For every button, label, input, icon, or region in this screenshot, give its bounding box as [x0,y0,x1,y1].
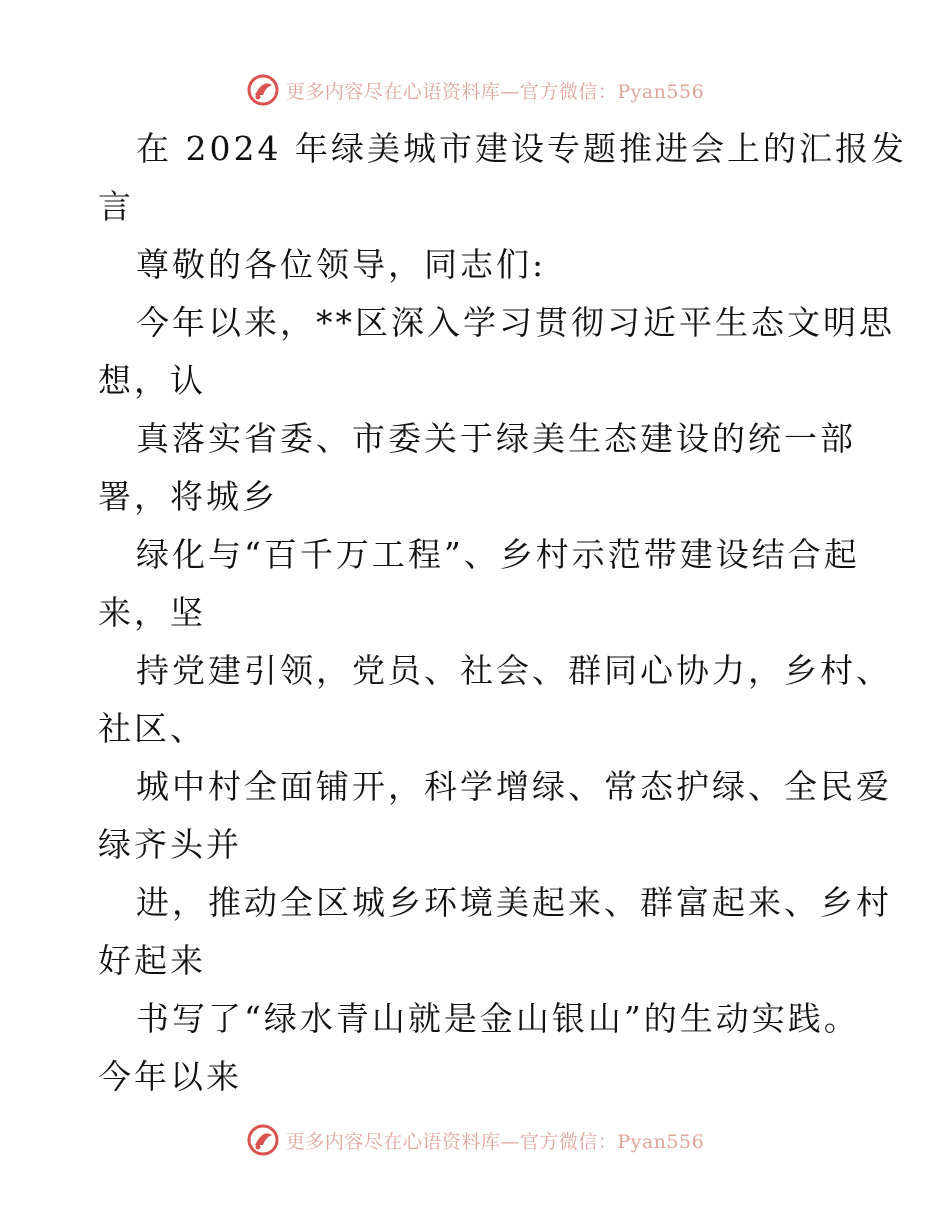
text-line: 今年以来，**区深入学习贯彻习近平生态文明思 [136,303,895,342]
header-watermark [0,70,950,110]
watermark-text: 更多内容尽在心语资料库—官方微信：Pyan556 [285,80,705,103]
text-line: 好起来 [98,941,206,980]
document-body [98,120,907,1106]
text-line: 署，将城乡 [98,477,278,516]
watermark-text: 更多内容尽在心语资料库—官方微信：Pyan556 [285,1130,705,1153]
text-line: 社区、 [98,709,206,748]
text-line: 来，坚 [98,593,206,632]
logo-icon [246,73,280,107]
text-line: 真落实省委、市委关于绿美生态建设的统一部 [136,419,856,458]
text-line: 进，推动全区城乡环境美起来、群富起来、乡村 [136,883,892,922]
logo-icon [246,1123,280,1157]
text-line: 言 [98,187,134,226]
text-line: 在 2024 年绿美城市建设专题推进会上的汇报发 [136,129,907,168]
text-line: 今年以来 [98,1057,242,1096]
footer-watermark [0,1120,950,1160]
text-line: 绿齐头并 [98,825,242,864]
text-line: 书写了“绿水青山就是金山银山”的生动实践。 [136,999,860,1038]
text-line: 绿化与“百千万工程”、乡村示范带建设结合起 [136,535,860,574]
text-line: 尊敬的各位领导，同志们: [136,245,547,284]
text-line: 想，认 [98,361,206,400]
text-line: 持党建引领，党员、社会、群同心协力，乡村、 [136,651,892,690]
text-line: 城中村全面铺开，科学增绿、常态护绿、全民爱 [136,767,892,806]
